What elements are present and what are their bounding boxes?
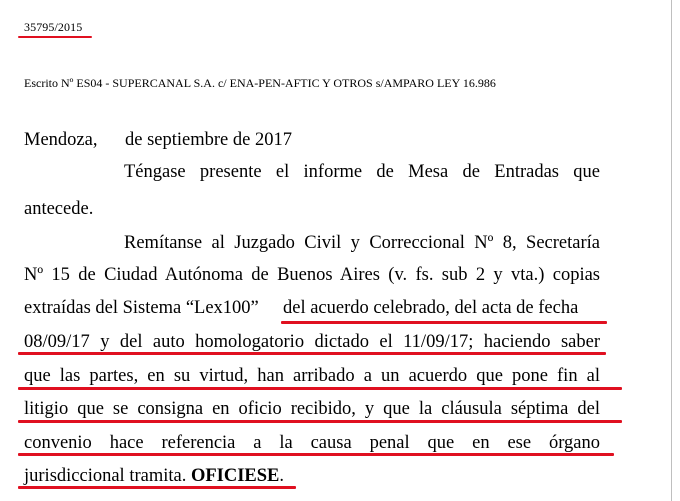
paragraph-2-line-7: convenio hace referencia a la causa penal que en ese órgano	[24, 433, 600, 453]
paragraph-2-line-6: litigio que se consigna en oficio recibido, y que la cláusula séptima del	[24, 399, 600, 419]
case-number-underline	[18, 36, 92, 38]
paragraph-2-line-3b: del acuerdo celebrado, del acta de fecha	[283, 298, 579, 318]
underline-4	[18, 352, 606, 355]
date: de septiembre de 2017	[125, 130, 292, 150]
underline-8	[18, 486, 296, 489]
paragraph-2-line-4: 08/09/17 y del auto homologatorio dictado el 11/09/17; haciendo saber	[24, 332, 600, 352]
paragraph-2-line-1: Remítanse al Juzgado Civil y Correccional Nº 8, Secretaría	[124, 233, 600, 253]
underline-3	[281, 321, 607, 324]
paragraph-2-line-8a: jurisdiccional tramita.	[24, 466, 187, 486]
paragraph-2-line-5: que las partes, en su virtud, han arribado a un acuerdo que pone fin al	[24, 366, 600, 386]
paragraph-2-line-8: jurisdiccional tramita. OFICIESE.	[24, 466, 285, 486]
paragraph-1-line-2: antecede.	[24, 199, 94, 219]
underline-5	[18, 387, 622, 390]
paragraph-1-line-1: Téngase presente el informe de Mesa de Entradas que	[124, 162, 600, 182]
place: Mendoza,	[24, 130, 98, 150]
paragraph-2-line-2: Nº 15 de Ciudad Autónoma de Buenos Aires (v. fs. sub 2 y vta.) copias	[24, 265, 600, 285]
oficiese: OFICIESE	[190, 466, 280, 486]
page-edge	[671, 0, 672, 501]
underline-6	[18, 420, 622, 423]
case-number: 35795/2015	[24, 20, 83, 34]
underline-7	[18, 453, 614, 456]
escrito-title: Escrito Nº ES04 - SUPERCANAL S.A. c/ ENA-PEN-AFTIC Y OTROS s/AMPARO LEY 16.986	[24, 76, 496, 90]
paragraph-2-line-3a: extraídas del Sistema “Lex100”	[24, 298, 259, 318]
